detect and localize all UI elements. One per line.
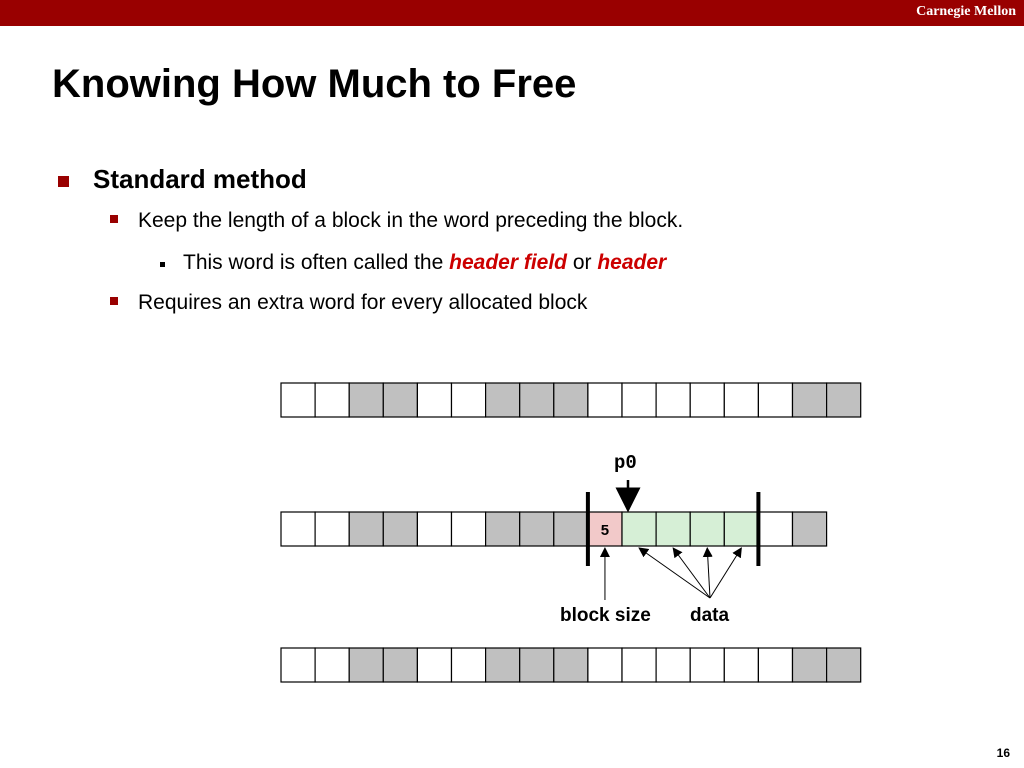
heap-word-data xyxy=(724,512,758,546)
pointer-label: p0 xyxy=(614,452,637,474)
data-arrow xyxy=(710,548,741,598)
heap-word-empty xyxy=(724,383,758,417)
heap-word-gray xyxy=(486,648,520,682)
heap-word-gray xyxy=(486,512,520,546)
heap-word-gray xyxy=(383,512,417,546)
term-header: header xyxy=(597,251,667,274)
heap-word-empty xyxy=(656,383,690,417)
heap-word-empty xyxy=(758,383,792,417)
heap-word-empty xyxy=(758,512,792,546)
heap-word-empty xyxy=(281,648,315,682)
page-number: 16 xyxy=(996,746,1010,760)
heap-word-gray xyxy=(383,648,417,682)
heap-word-empty xyxy=(656,648,690,682)
heap-word-empty xyxy=(417,648,451,682)
heap-word-gray xyxy=(486,383,520,417)
data-arrow xyxy=(673,548,710,598)
heap-word-gray xyxy=(793,512,827,546)
brand-label: Carnegie Mellon xyxy=(916,4,1016,19)
data-label: data xyxy=(690,605,730,626)
heap-word-data xyxy=(622,512,656,546)
bullet-level1: Standard method xyxy=(93,164,307,194)
heap-word-data xyxy=(690,512,724,546)
heap-word-empty xyxy=(588,648,622,682)
heap-word-gray xyxy=(349,512,383,546)
heap-word-empty xyxy=(724,648,758,682)
heap-word-gray xyxy=(349,648,383,682)
heap-word-empty xyxy=(622,648,656,682)
heap-word-gray xyxy=(520,648,554,682)
bullet-level3-prefix: This word is often called the xyxy=(183,251,450,274)
heap-word-gray xyxy=(827,648,861,682)
heap-word-empty xyxy=(417,512,451,546)
heap-word-empty xyxy=(281,383,315,417)
heap-word-gray xyxy=(554,648,588,682)
slide-title: Knowing How Much to Free xyxy=(52,62,577,106)
bullet-level3-mid: or xyxy=(567,251,598,274)
heap-word-gray xyxy=(554,512,588,546)
heap-word-gray xyxy=(793,648,827,682)
heap-word-empty xyxy=(417,383,451,417)
bullet-level2-a: Keep the length of a block in the word preceding the block. xyxy=(138,209,684,232)
heap-word-gray xyxy=(520,512,554,546)
heap-word-empty xyxy=(452,383,486,417)
block-size-label: block size xyxy=(560,605,651,626)
heap-word-empty xyxy=(690,383,724,417)
heap-word-gray xyxy=(827,383,861,417)
heap-word-gray xyxy=(793,383,827,417)
bullet-level2-b: Requires an extra word for every allocated block xyxy=(138,291,588,314)
heap-word-empty xyxy=(452,512,486,546)
header-value: 5 xyxy=(600,522,610,539)
heap-word-gray xyxy=(383,383,417,417)
data-arrow xyxy=(639,548,710,598)
heap-word-data xyxy=(656,512,690,546)
heap-word-empty xyxy=(315,512,349,546)
heap-word-empty xyxy=(690,648,724,682)
heap-word-empty xyxy=(315,648,349,682)
heap-word-empty xyxy=(622,383,656,417)
term-header-field: header field xyxy=(449,251,568,274)
heap-word-empty xyxy=(315,383,349,417)
heap-word-gray xyxy=(520,383,554,417)
heap-word-empty xyxy=(452,648,486,682)
heap-word-gray xyxy=(349,383,383,417)
data-arrow xyxy=(707,548,710,598)
heap-word-gray xyxy=(554,383,588,417)
heap-word-empty xyxy=(588,383,622,417)
heap-word-empty xyxy=(758,648,792,682)
heap-word-empty xyxy=(281,512,315,546)
